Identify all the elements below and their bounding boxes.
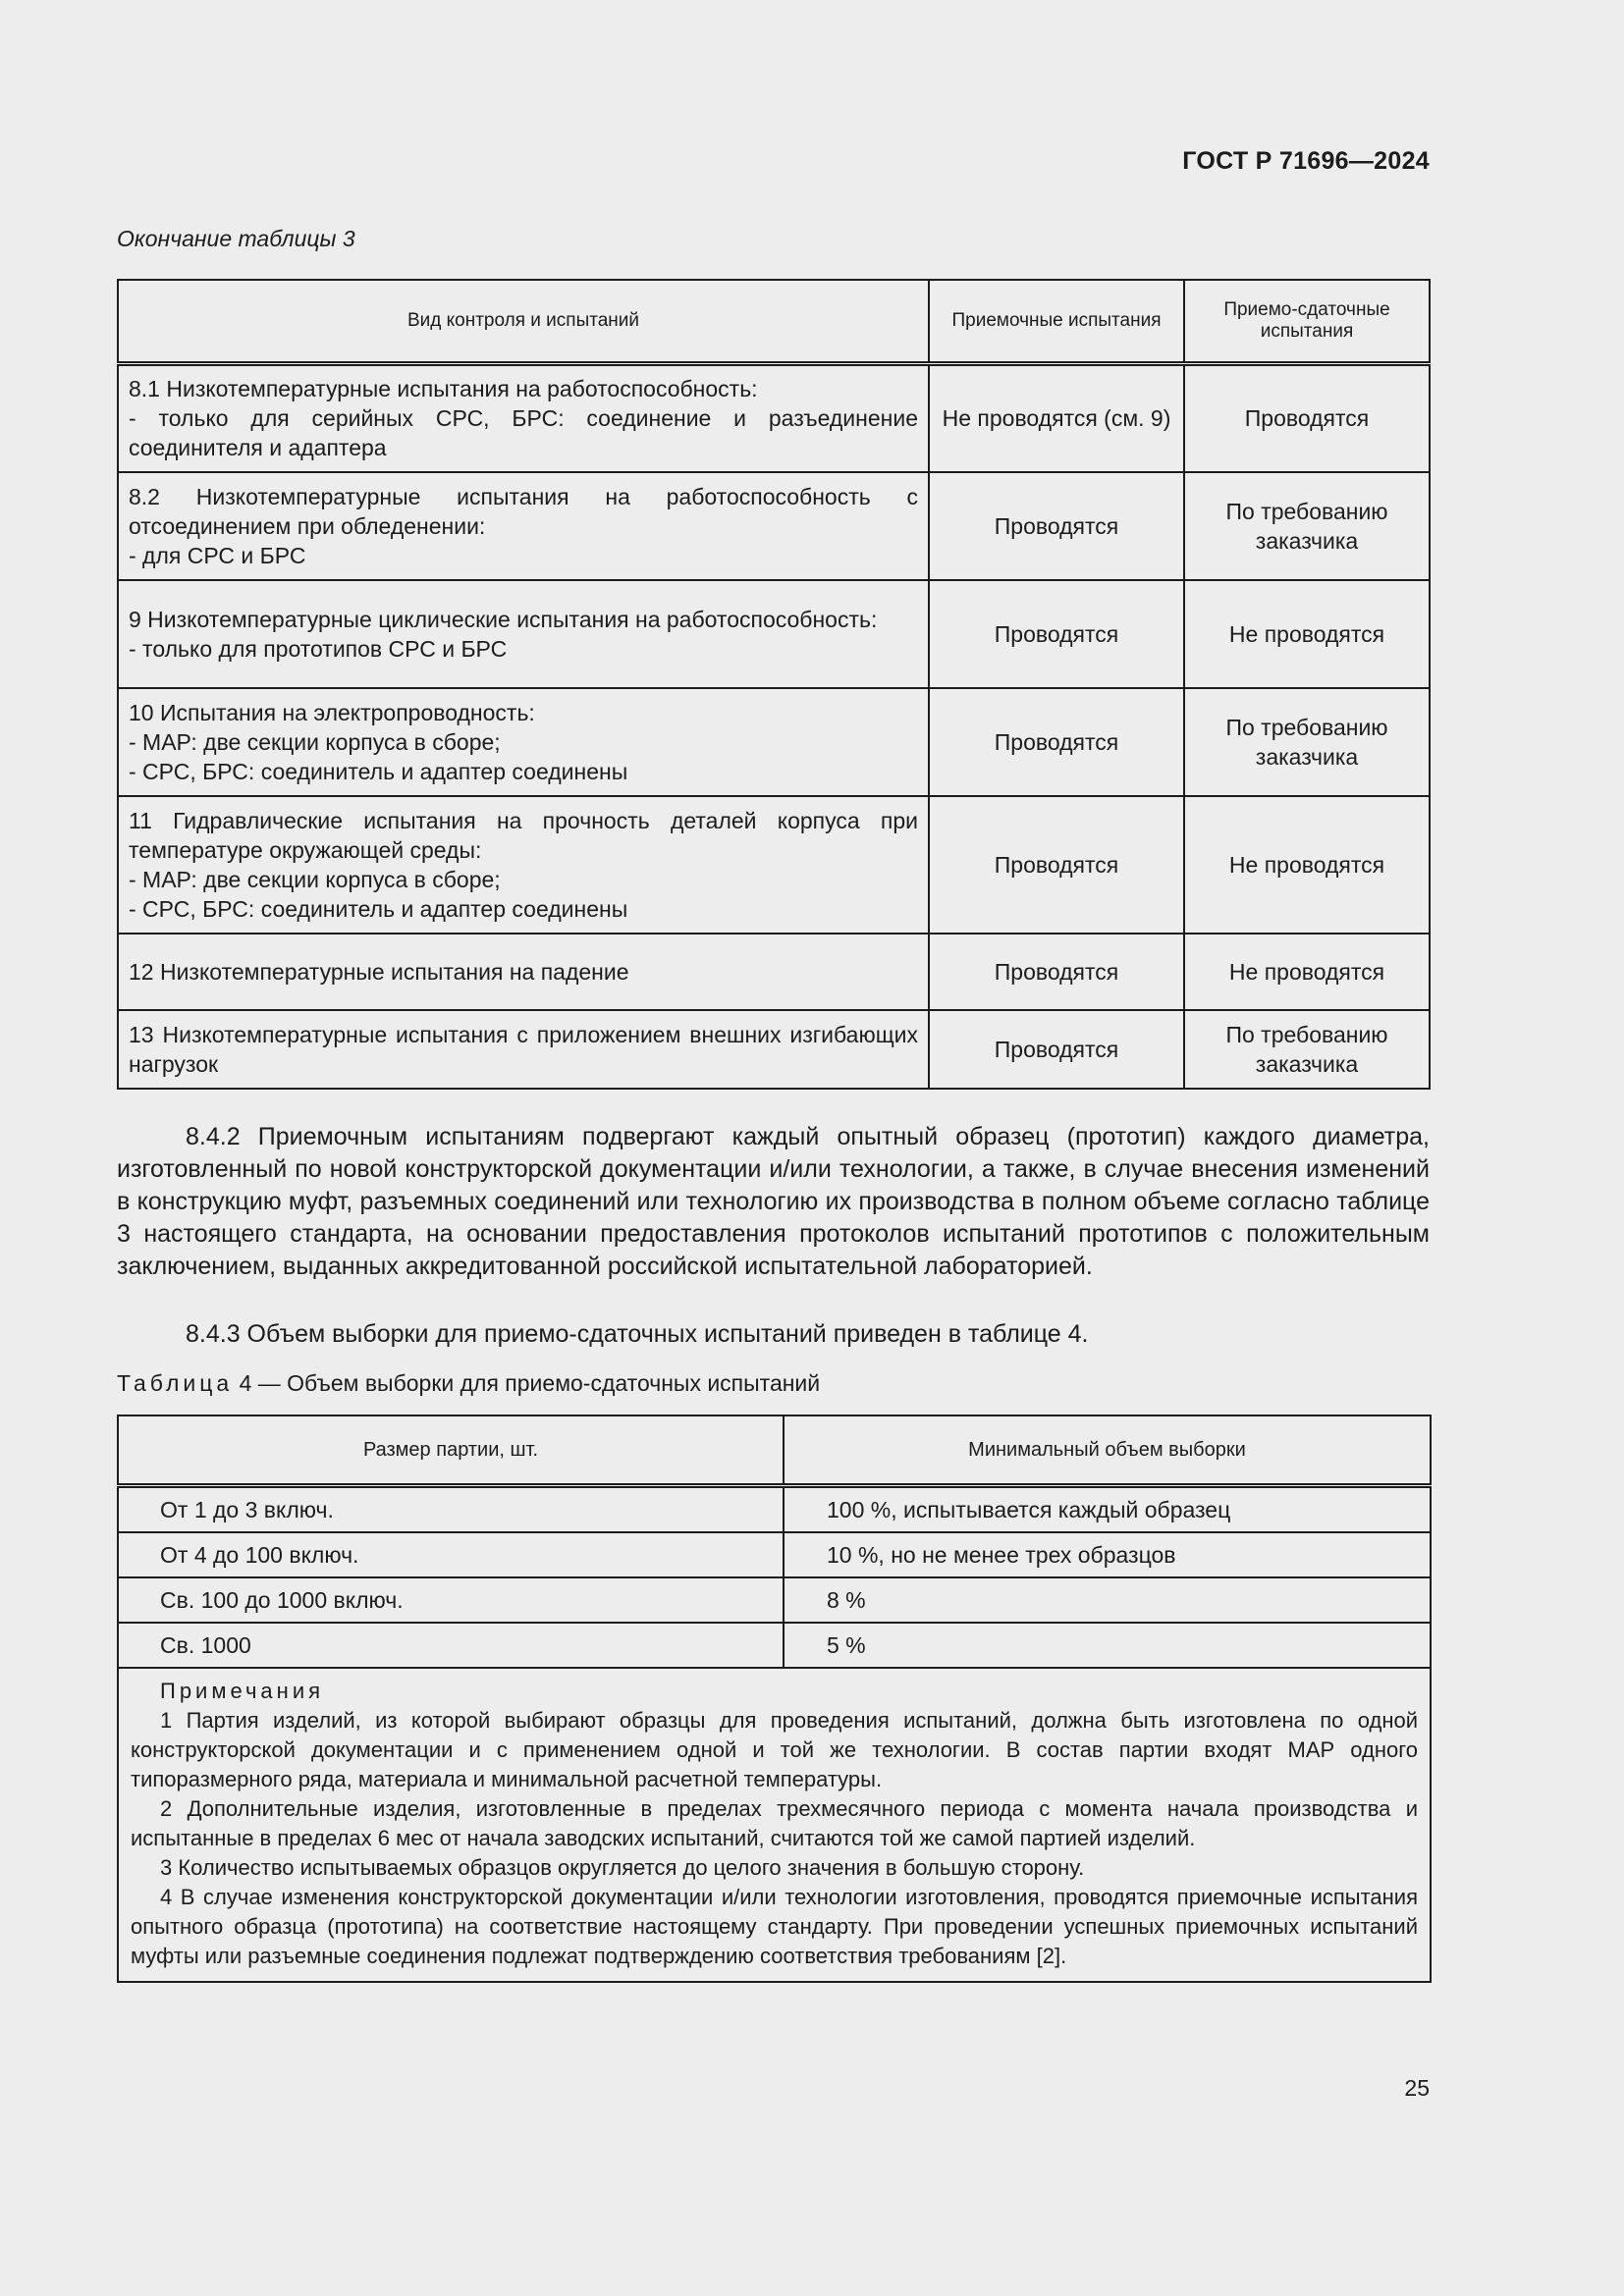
delivery-value: Не проводятся [1184,580,1430,688]
header-batch-size: Размер партии, шт. [118,1415,784,1486]
table-row [118,580,1430,688]
description-line: 8.2 Низкотемпературные испытания на работоспособность с отсоединением при обледенении: [129,483,918,539]
description-line: - только для прототипов СРС и БРС [129,635,508,662]
page-number: 25 [1404,2075,1430,2101]
acceptance-value: Проводятся [929,580,1184,688]
paragraph-8-4-3: 8.4.3 Объем выборки для приемо-сдаточных испытаний приведен в таблице 4. [186,1320,1089,1348]
description-line: - только для серийных СРС, БРС: соединение и разъединение соединителя и адаптера [129,405,918,461]
acceptance-value: Проводятся [929,934,1184,1010]
table-row [118,1010,1430,1089]
test-description [118,688,929,796]
description-line: - МАР: две секции корпуса в сборе; [129,728,501,755]
header-acceptance-tests: Приемочные испытания [929,280,1184,364]
header-min-sample: Минимальный объем выборки [784,1415,1431,1486]
sample-size-cell: 100 %, испытывается каждый образец [784,1486,1431,1533]
note-item: 2 Дополнительные изделия, изготовленные в пределах трехмесячного периода с момента начала производства и испытанные в пределах 6 мес от начала заводских испытаний, считаются той же самой партией изделий. [131,1796,1418,1850]
notes-row [118,1668,1431,1982]
table4-caption-label: Таблица [117,1370,234,1396]
acceptance-value: Не проводятся (см. 9) [929,364,1184,472]
test-description [118,472,929,580]
sample-size-cell: 8 % [784,1577,1431,1623]
batch-size-cell: Св. 1000 [118,1623,784,1668]
delivery-value: Не проводятся [1184,796,1430,934]
sample-size-cell: 10 %, но не менее трех образцов [784,1532,1431,1577]
description-line: 8.1 Низкотемпературные испытания на работоспособность: [129,376,758,402]
description-line: 12 Низкотемпературные испытания на падение [129,958,629,985]
batch-size-cell: От 1 до 3 включ. [118,1486,784,1533]
header-delivery-tests: Приемо-сдаточные испытания [1184,280,1430,364]
table-continuation-caption: Окончание таблицы 3 [117,226,355,251]
batch-size-cell: Св. 100 до 1000 включ. [118,1577,784,1623]
paragraph-8-4-2: 8.4.2 Приемочным испытаниям подвергают каждый опытный образец (прототип) каждого диаметра, изготовленный по новой конструкторской документации и/или технологии, а также, в случае внесения изменений в конструкцию муфт, разъемных соединений или технологию их производства в полном объеме согласно таблице 3 настоящего стандарта, на основании предоставления протоколов испытаний прототипов с положительным заключением, выданных аккредитованной российской испытательной лабораторией. [117,1123,1430,1280]
note-item: 3 Количество испытываемых образцов округляется до целого значения в большую сторону. [160,1855,1085,1880]
table-row [118,1486,1431,1533]
delivery-value: Проводятся [1184,364,1430,472]
acceptance-value: Проводятся [929,688,1184,796]
table-row [118,1532,1431,1577]
sample-size-table [117,1415,1432,1983]
description-line: 11 Гидравлические испытания на прочность деталей корпуса при температуре окружающей среды: [129,807,918,863]
table-row [118,934,1430,1010]
tests-table [117,279,1431,1090]
description-line: - СРС, БРС: соединитель и адаптер соединены [129,895,628,922]
document-header: ГОСТ Р 71696—2024 [1182,147,1430,175]
table-row [118,1577,1431,1623]
description-line: 9 Низкотемпературные циклические испытания на работоспособность: [129,606,878,632]
table-row [118,364,1430,472]
table4-caption [117,1370,820,1397]
note-item: 4 В случае изменения конструкторской документации и/или технологии изготовления, проводятся приемочные испытания опытного образца (прототипа) на соответствие настоящему стандарту. При проведении успешных приемочных испытаний муфты или разъемные соединения подлежат подтверждению соответствия требованиям [2]. [131,1885,1418,1968]
table-row [118,688,1430,796]
acceptance-value: Проводятся [929,472,1184,580]
test-description [118,796,929,934]
notes-title: Примечания [160,1679,325,1703]
description-line: - для СРС и БРС [129,542,306,568]
table-header-row [118,1415,1431,1486]
description-line: 13 Низкотемпературные испытания с приложением внешних изгибающих нагрузок [129,1021,918,1077]
notes-cell [118,1668,1431,1982]
table-row [118,472,1430,580]
test-description [118,580,929,688]
delivery-value: Не проводятся [1184,934,1430,1010]
table-row [118,796,1430,934]
test-description [118,1010,929,1089]
note-item: 1 Партия изделий, из которой выбирают образцы для проведения испытаний, должна быть изготовлена по одной конструкторской документации и с применением одной и той же технологии. В состав партии входят МАР одного типоразмерного ряда, материала и минимальной расчетной температуры. [131,1708,1418,1791]
delivery-value: По требованию заказчика [1184,1010,1430,1089]
table-header-row [118,280,1430,364]
acceptance-value: Проводятся [929,1010,1184,1089]
delivery-value: По требованию заказчика [1184,688,1430,796]
delivery-value: По требованию заказчика [1184,472,1430,580]
table-row [118,1623,1431,1668]
header-test-type: Вид контроля и испытаний [118,280,929,364]
table4-caption-text: 4 — Объем выборки для приемо-сдаточных испытаний [239,1370,821,1396]
acceptance-value: Проводятся [929,796,1184,934]
batch-size-cell: От 4 до 100 включ. [118,1532,784,1577]
description-line: - СРС, БРС: соединитель и адаптер соединены [129,758,628,784]
test-description [118,364,929,472]
test-description [118,934,929,1010]
description-line: 10 Испытания на электропроводность: [129,699,535,725]
description-line: - МАР: две секции корпуса в сборе; [129,866,501,892]
sample-size-cell: 5 % [784,1623,1431,1668]
